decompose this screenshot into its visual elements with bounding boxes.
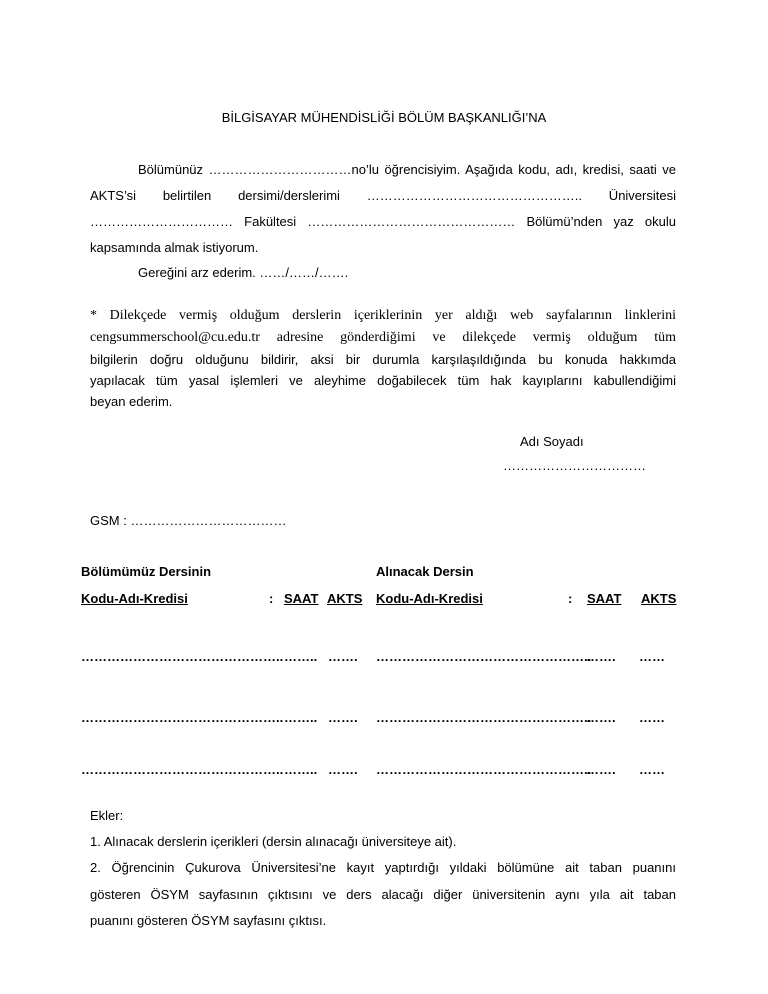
- left-course-header: Bölümümüz Dersinin: [81, 564, 212, 579]
- document-title: BİLGİSAYAR MÜHENDİSLİĞİ BÖLÜM BAŞKANLIĞI’NA: [221, 110, 547, 125]
- gsm-field: GSM : ………………………………: [90, 513, 287, 528]
- petition-line-3: …………………………… Fakültesi ………………………………………… Bölümü’nden yaz okulu: [90, 214, 676, 229]
- row-3-right-code: …………………………………………..: [376, 762, 592, 777]
- row-2-left-saat: ……..: [284, 710, 318, 725]
- declaration-line-3: bilgilerin doğru olduğunu bildirir, aksi bir durumla karşılaşıldığında bu konuda hakkımda: [90, 352, 676, 367]
- attachment-item-1: 1. Alınacak derslerin içerikleri (dersin alınacağı üniversiteye ait).: [90, 834, 457, 849]
- petition-closing: Gereğini arz ederim. ……/……/…….: [138, 265, 349, 280]
- left-code-header: Kodu-Adı-Kredisi: [81, 591, 188, 606]
- row-1-left-akts: …….: [328, 649, 358, 664]
- declaration-line-1: * Dilekçede vermiş olduğum derslerin içeriklerinin yer aldığı web sayfalarının linklerini: [90, 308, 676, 323]
- row-1-right-saat: …….: [586, 649, 616, 664]
- row-2-right-saat: …….: [586, 710, 616, 725]
- petition-line-1: Bölümünüz ……………………………no’lu öğrencisiyim. Aşağıda kodu, adı, kredisi, saati ve: [138, 162, 676, 177]
- attachment-item-2-line-2: gösteren ÖSYM sayfasının çıktısını ve ders alacağı diğer üniversitenin aynı yıla ait taban: [90, 887, 676, 902]
- row-3-left-saat: ……..: [284, 762, 318, 777]
- row-1-right-code: …………………………………………..: [376, 649, 592, 664]
- left-akts-header: AKTS: [327, 591, 363, 606]
- row-2-right-code: …………………………………………..: [376, 710, 592, 725]
- row-3-right-saat: …….: [586, 762, 616, 777]
- petition-line-2: AKTS’si belirtilen dersimi/derslerimi ………………………………………….. Üniversitesi: [90, 188, 676, 203]
- declaration-line-5: beyan ederim.: [90, 394, 173, 409]
- petition-line-4: kapsamında almak istiyorum.: [90, 240, 259, 255]
- signature-dots: ……………………………: [503, 458, 646, 473]
- row-3-left-code: ………………………………………..: [81, 762, 284, 777]
- row-1-left-code: ………………………………………..: [81, 649, 284, 664]
- right-course-header: Alınacak Dersin: [376, 564, 474, 579]
- left-saat-header: SAAT: [284, 591, 319, 606]
- attachment-item-2-line-1: 2. Öğrencinin Çukurova Üniversitesi’ne kayıt yaptırdığı yıldaki bölümüne ait taban puanını: [90, 860, 676, 875]
- declaration-line-4: yapılacak tüm yasal işlemleri ve aleyhime doğabilecek tüm hak kayıplarını kabullendiğimi: [90, 373, 676, 388]
- declaration-line-2: cengsummerschool@cu.edu.tr adresine gönderdiğimi ve dilekçede vermiş olduğum tüm: [90, 330, 676, 345]
- attachment-item-2-line-3: puanını gösteren ÖSYM sayfasını çıktısı.: [90, 913, 327, 928]
- attachments-heading: Ekler:: [90, 808, 124, 823]
- row-2-right-akts: ……: [639, 710, 665, 725]
- row-2-left-akts: …….: [328, 710, 358, 725]
- row-2-left-code: ………………………………………..: [81, 710, 284, 725]
- row-3-left-akts: …….: [328, 762, 358, 777]
- row-3-right-akts: ……: [639, 762, 665, 777]
- right-colon: :: [568, 591, 573, 606]
- right-akts-header: AKTS: [641, 591, 677, 606]
- row-1-right-akts: ……: [639, 649, 665, 664]
- signature-label: Adı Soyadı: [520, 434, 584, 449]
- left-colon: :: [269, 591, 274, 606]
- row-1-left-saat: ……..: [284, 649, 318, 664]
- right-saat-header: SAAT: [587, 591, 622, 606]
- right-code-header: Kodu-Adı-Kredisi: [376, 591, 483, 606]
